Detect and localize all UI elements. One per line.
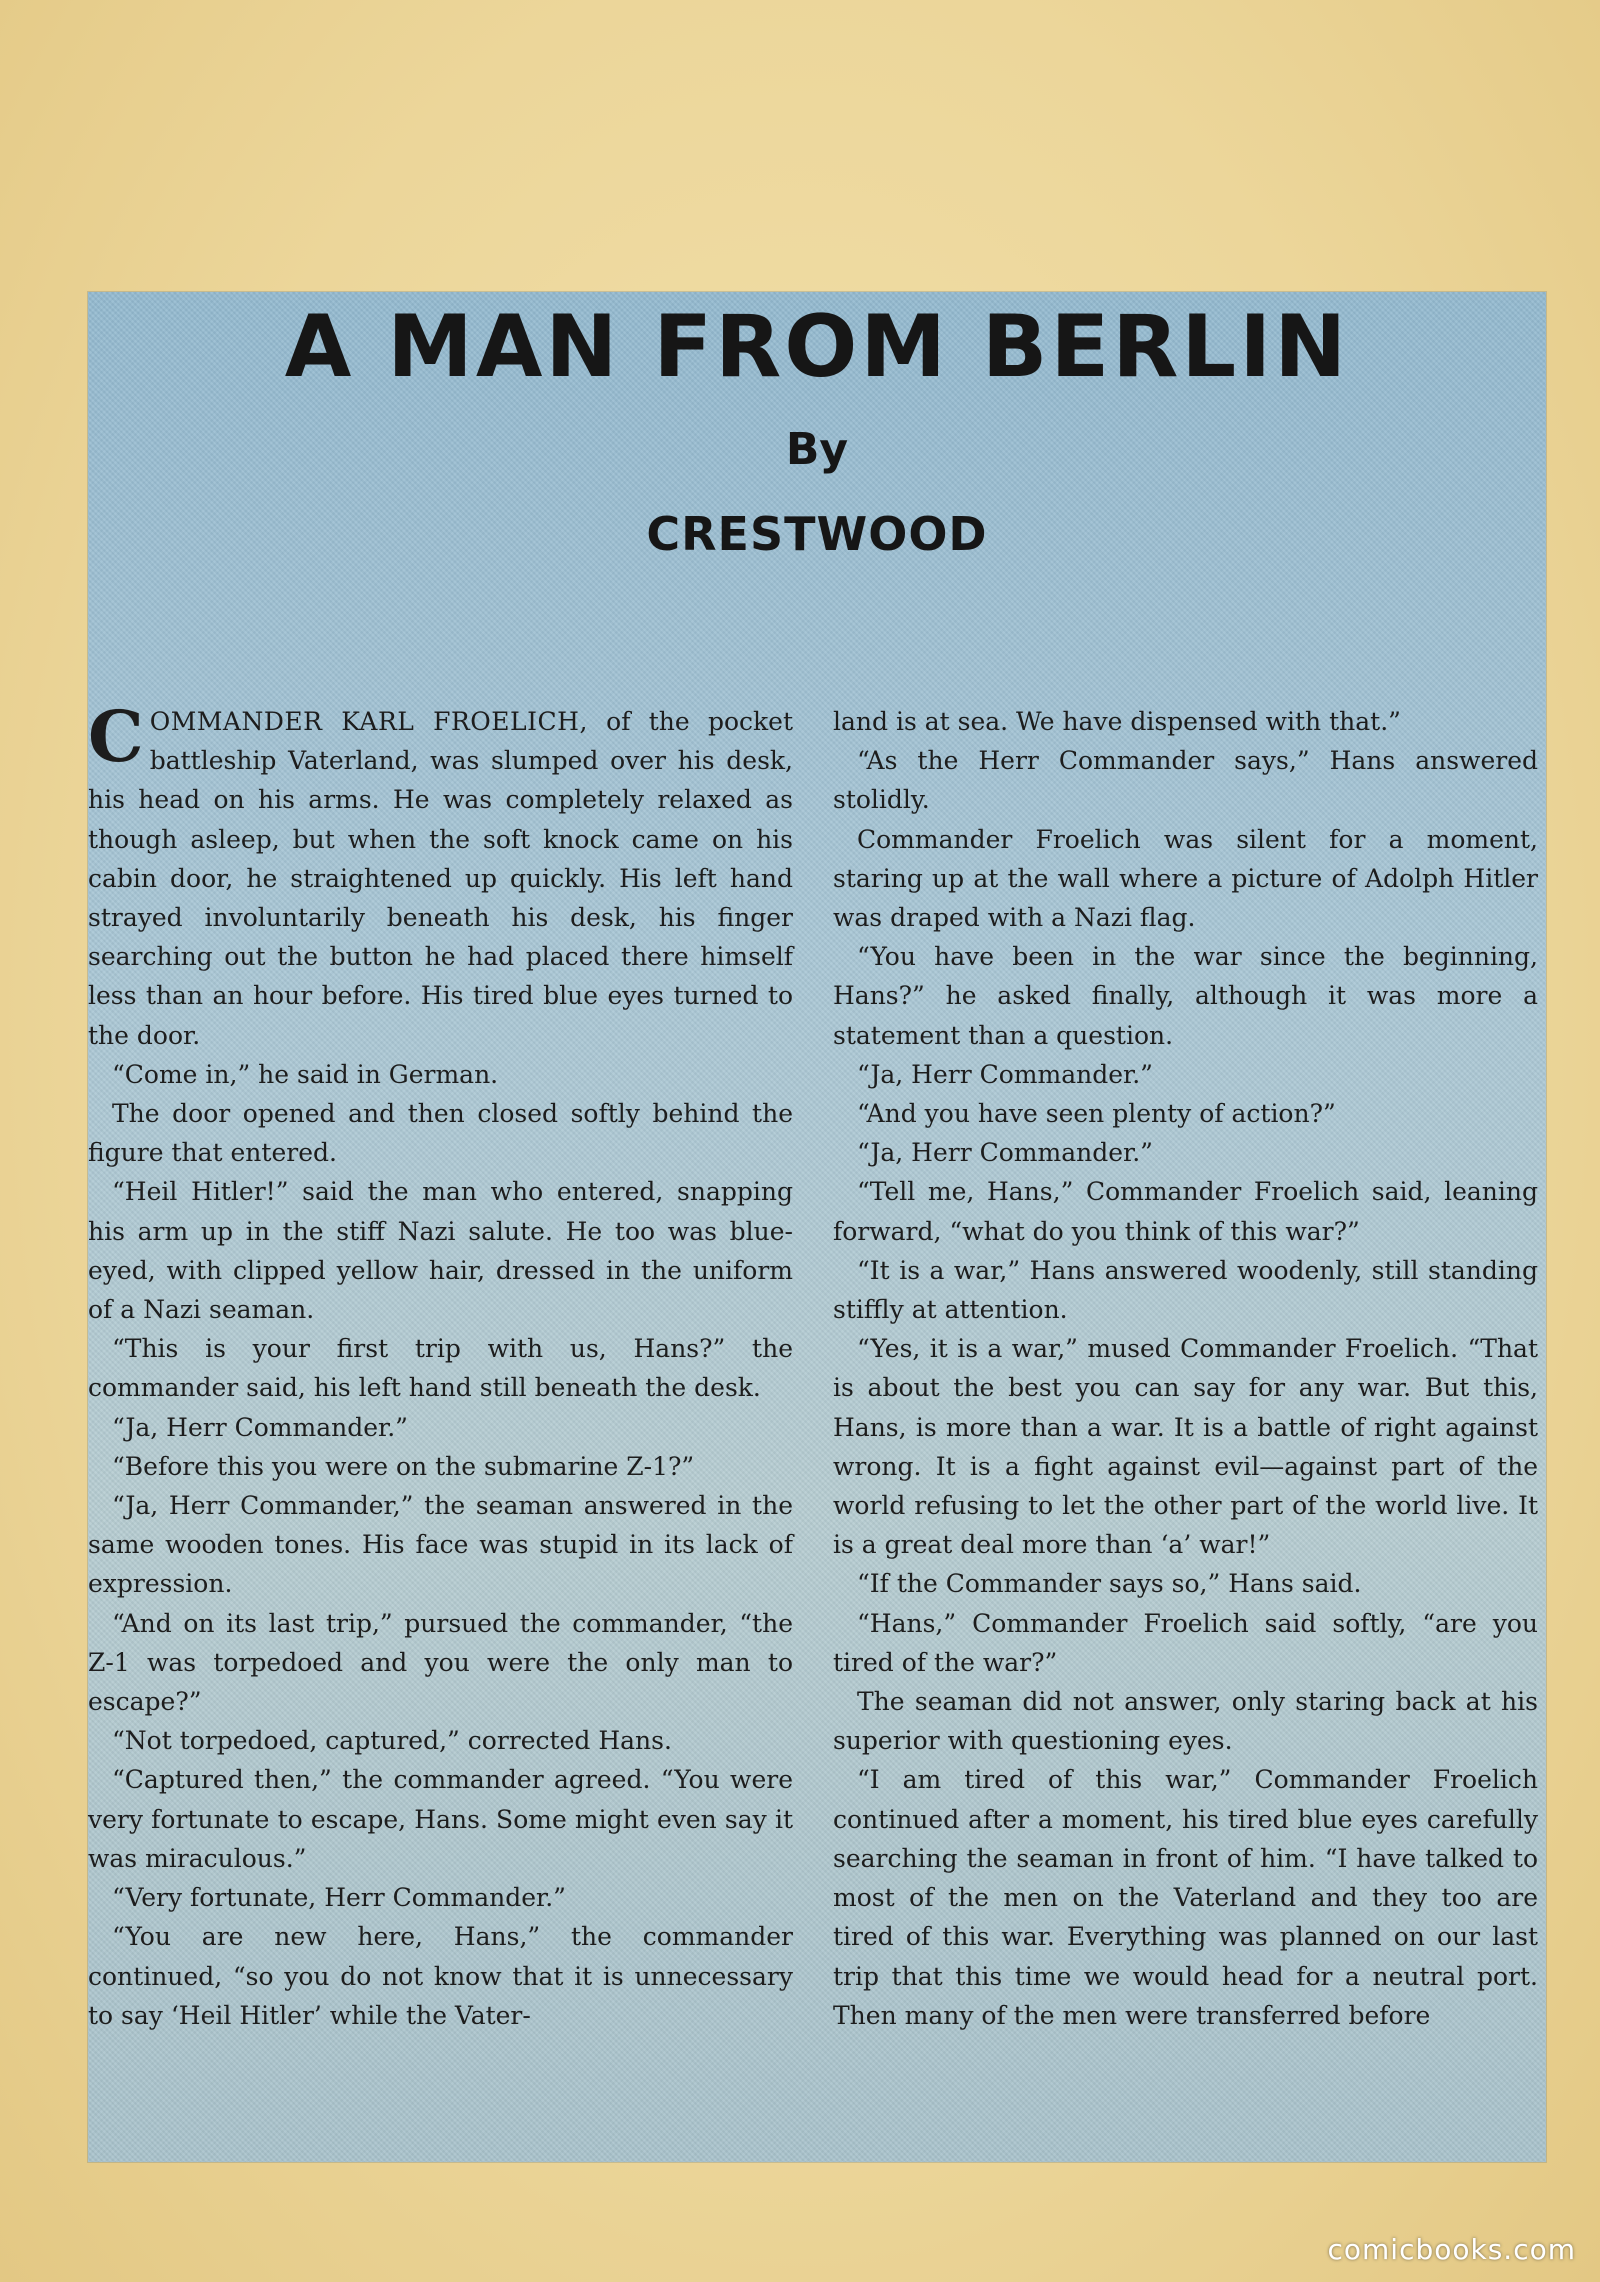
paragraph: “You are new here, Hans,” the commander continued, “so you do not know that it is unnecessary to say ‘Heil Hitler’ while the Vater- <box>88 1922 793 2030</box>
article-panel <box>88 292 1546 2162</box>
lead-caps: OMMANDER KARL FROELICH, <box>149 707 588 736</box>
byline: By <box>785 424 849 475</box>
paragraph <box>88 695 793 1055</box>
watermark: comicbooks.com <box>1327 2233 1576 2266</box>
paragraph: “This is your first trip with us, Hans?” the commander said, his left hand still beneath the desk. <box>88 1334 793 1403</box>
paragraph: “Ja, Herr Commander.” <box>857 1138 1153 1168</box>
paragraph: Commander Froelich was silent for a moment, staring up at the wall where a picture of Adolph Hitler was draped with a Nazi flag. <box>833 824 1538 933</box>
right-column <box>833 702 1538 2035</box>
paragraph: “Ja, Herr Commander,” the seaman answered in the same wooden tones. His face was stupid in its lack of expression. <box>88 1491 793 1599</box>
left-column <box>88 695 793 2035</box>
paragraph: “And on its last trip,” pursued the commander, “the Z-1 was torpedoed and you were the only man to escape?” <box>88 1608 793 1717</box>
paragraph: land is at sea. We have dispensed with that.” <box>833 707 1401 736</box>
article-title: A MAN FROM BERLIN <box>284 297 1350 397</box>
paragraph: “Before this you were on the submarine Z-1?” <box>112 1451 695 1481</box>
paragraph: “I am tired of this war,” Commander Froelich continued after a moment, his tired blue eyes carefully searching the seaman in front of him. “I have talked to most of the men on the Vaterland and they too are tired of this war. Everything was planned on our last trip that this time we would head for a neutral port. Then many of the men were transferred before <box>833 1765 1538 2030</box>
paragraph: “Tell me, Hans,” Commander Froelich said, leaning forward, “what do you think of this war?” <box>833 1177 1538 1246</box>
paragraph: “Captured then,” the commander agreed. “You were very fortunate to escape, Hans. Some might even say it was miraculous.” <box>88 1765 793 1873</box>
paragraph: “As the Herr Commander says,” Hans answered stolidly. <box>833 746 1538 815</box>
drop-cap: C <box>88 695 144 778</box>
paragraph: “Ja, Herr Commander.” <box>112 1412 408 1442</box>
paragraph: “Not torpedoed, captured,” corrected Hans. <box>112 1726 672 1756</box>
paragraph: “Hans,” Commander Froelich said softly, “are you tired of the war?” <box>833 1608 1538 1677</box>
paragraph: “It is a war,” Hans answered woodenly, still standing stiffly at attention. <box>833 1255 1538 1325</box>
author-name: CRESTWOOD <box>646 507 988 561</box>
paragraph: “Come in,” he said in German. <box>112 1059 499 1089</box>
paragraph: “Very fortunate, Herr Commander.” <box>112 1883 566 1913</box>
paragraph-text: of the pocket battleship Vaterland, was slumped over his desk, his head on his arms. He was completely relaxed as though asleep, but when the soft knock came on his cabin door, he straightened up quickly. His left hand strayed involuntarily beneath his desk, his finger searching out the button he had placed there himself less than an hour before. His tired blue eyes turned to the door. <box>88 707 793 1050</box>
paragraph: “Ja, Herr Commander.” <box>857 1059 1153 1089</box>
paragraph: “If the Commander says so,” Hans said. <box>857 1569 1362 1599</box>
paragraph: The door opened and then closed softly behind the figure that entered. <box>88 1099 793 1168</box>
paragraph: “Yes, it is a war,” mused Commander Froelich. “That is about the best you can say for any war. But this, Hans, is more than a war. It is a battle of right against wrong. It is a fight against evil—against part of the world refusing to let the other part of the world live. It is a great deal more than ‘a’ war!” <box>833 1334 1538 1560</box>
paragraph: “Heil Hitler!” said the man who entered, snapping his arm up in the stiff Nazi salute. He too was blue-eyed, with clipped yellow hair, dressed in the uniform of a Nazi seaman. <box>88 1177 793 1325</box>
paragraph: “You have been in the war since the beginning, Hans?” he asked finally, although it was more a statement than a question. <box>833 942 1538 1050</box>
paragraph: “And you have seen plenty of action?” <box>857 1099 1336 1129</box>
paragraph: The seaman did not answer, only staring back at his superior with questioning eyes. <box>833 1687 1538 1756</box>
